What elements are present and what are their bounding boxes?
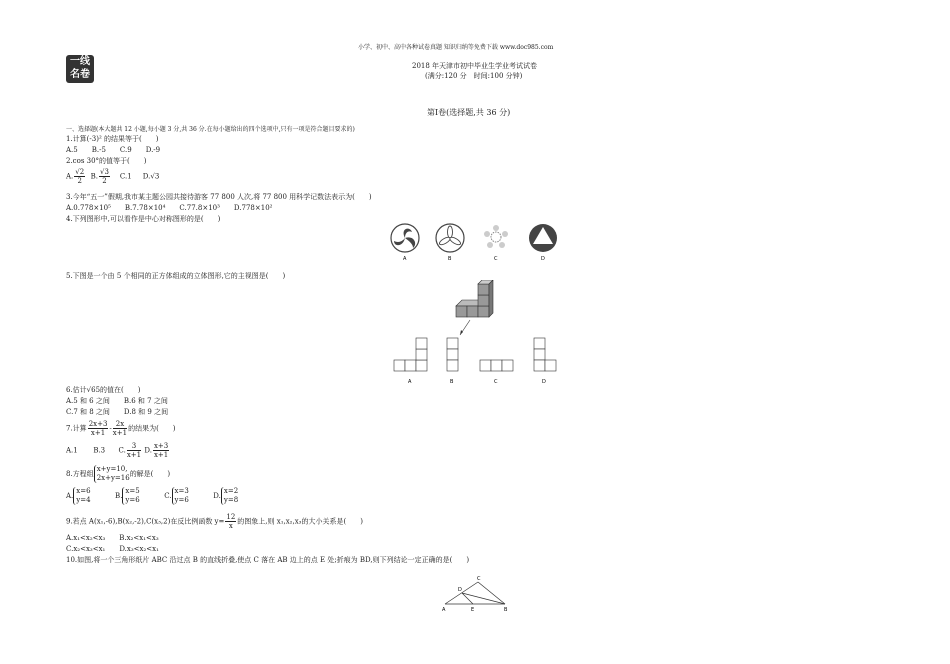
q6-options-ab: A.5 和 6 之间 B.6 和 7 之间 xyxy=(66,397,168,405)
q10-label-a: A xyxy=(442,607,446,612)
q4-label-a: A xyxy=(403,256,407,262)
q5-views xyxy=(390,334,560,386)
q4-figure-c xyxy=(484,225,508,248)
q2-options: A. $\frac{√2}{2}$ B. $\frac{√3}{2}$ C.1 D.√3 xyxy=(66,168,160,185)
q10-figure xyxy=(440,574,514,612)
exam-title: 2018 年天津市初中毕业生学业考试试卷 xyxy=(412,62,538,70)
q9-options-ab: A.x₁<x₂<x₃ B.x₂<x₁<x₃ xyxy=(66,534,159,542)
q1-stem: 1.计算(-3)² 的结果等于( ) xyxy=(66,135,159,143)
q5-label-a: A xyxy=(408,379,412,385)
q9-options-cd: C.x₂<x₃<x₁ D.x₃<x₂<x₁ xyxy=(66,545,159,553)
q2-stem: 2.cos 30°的值等于( ) xyxy=(66,157,147,165)
q4-label-d: D xyxy=(541,256,545,262)
q5-label-d: D xyxy=(542,379,546,385)
q6-stem: 6.估计√65的值在( ) xyxy=(66,386,141,394)
exam-subtitle: (满分:120 分 时间:100 分钟) xyxy=(425,72,523,80)
logo: 一线 名卷 xyxy=(66,55,94,83)
q4-stem: 4.下列图形中,可以看作是中心对称图形的是( ) xyxy=(66,215,221,223)
q1-options: A.5 B.-5 C.9 D.-9 xyxy=(66,146,161,154)
q4-label-b: B xyxy=(448,256,452,262)
q4-figures xyxy=(388,222,563,264)
q4-figure-b xyxy=(436,224,464,252)
q5-label-b: B xyxy=(450,379,454,385)
site-header: 小学、初中、高中各种试卷真题 知识归纳等免费下载 www.doc985.com xyxy=(358,44,554,51)
q9-stem: 9.若点 A(x₁,-6),B(x₂,-2),C(x₃,2)在反比例函数 y= $\frac{12}{x}$ 的图象上,则 x₁,x₂,x₃的大小关系是( ) xyxy=(66,513,363,530)
q5-stem: 5.下图是一个由 5 个相同的正方体组成的立体图形,它的主视图是( ) xyxy=(66,272,286,280)
q10-label-b: B xyxy=(504,607,508,612)
q10-stem: 10.如图,将一个三角形纸片 ABC 沿过点 B 的直线折叠,使点 C 落在 AB 边上的点 E 处;折痕为 BD,则下列结论一定正确的是( ) xyxy=(66,556,470,564)
q8-options: A.x=6 y=4 B.x=5 y=6 C.x=3 y=6 D.x=2 y=8 xyxy=(66,487,239,504)
q4-figure-a xyxy=(391,224,419,252)
q10-label-c: C xyxy=(477,576,481,582)
q3-stem: 3.今年“五一”假期,我市某主题公园共接待游客 77 800 人次,将 77 800 用科学记数法表示为( ) xyxy=(66,193,372,201)
q4-figure-d xyxy=(529,224,557,252)
q4-label-c: C xyxy=(494,256,498,262)
q10-label-e: E xyxy=(471,607,475,612)
q5-label-c: C xyxy=(494,379,498,385)
q7-options: A.1 B.3 C. $\frac{3}{x+1}$ D. $\frac{x+3}{x+1}$ xyxy=(66,442,169,459)
q8-stem: 8.方程组x+y=10, 2x+y=16的解是( ) xyxy=(66,465,171,482)
q6-options-cd: C.7 和 8 之间 D.8 和 9 之间 xyxy=(66,408,169,416)
q3-options: A.0.778×10⁵ B.7.78×10⁴ C.77.8×10³ D.778×10² xyxy=(66,204,273,212)
q10-label-d: D xyxy=(458,587,462,593)
section-title: 第Ⅰ卷(选择题,共 36 分) xyxy=(427,108,511,117)
q7-stem: 7.计算 $\frac{2x+3}{x+1}$ - $\frac{2x}{x+1}$ 的结果为( ) xyxy=(66,420,176,437)
part-intro: 一、选择题(本大题共 12 小题,每小题 3 分,共 36 分.在每小题给出的四个选项中,只有一项是符合题目要求的) xyxy=(66,126,355,133)
